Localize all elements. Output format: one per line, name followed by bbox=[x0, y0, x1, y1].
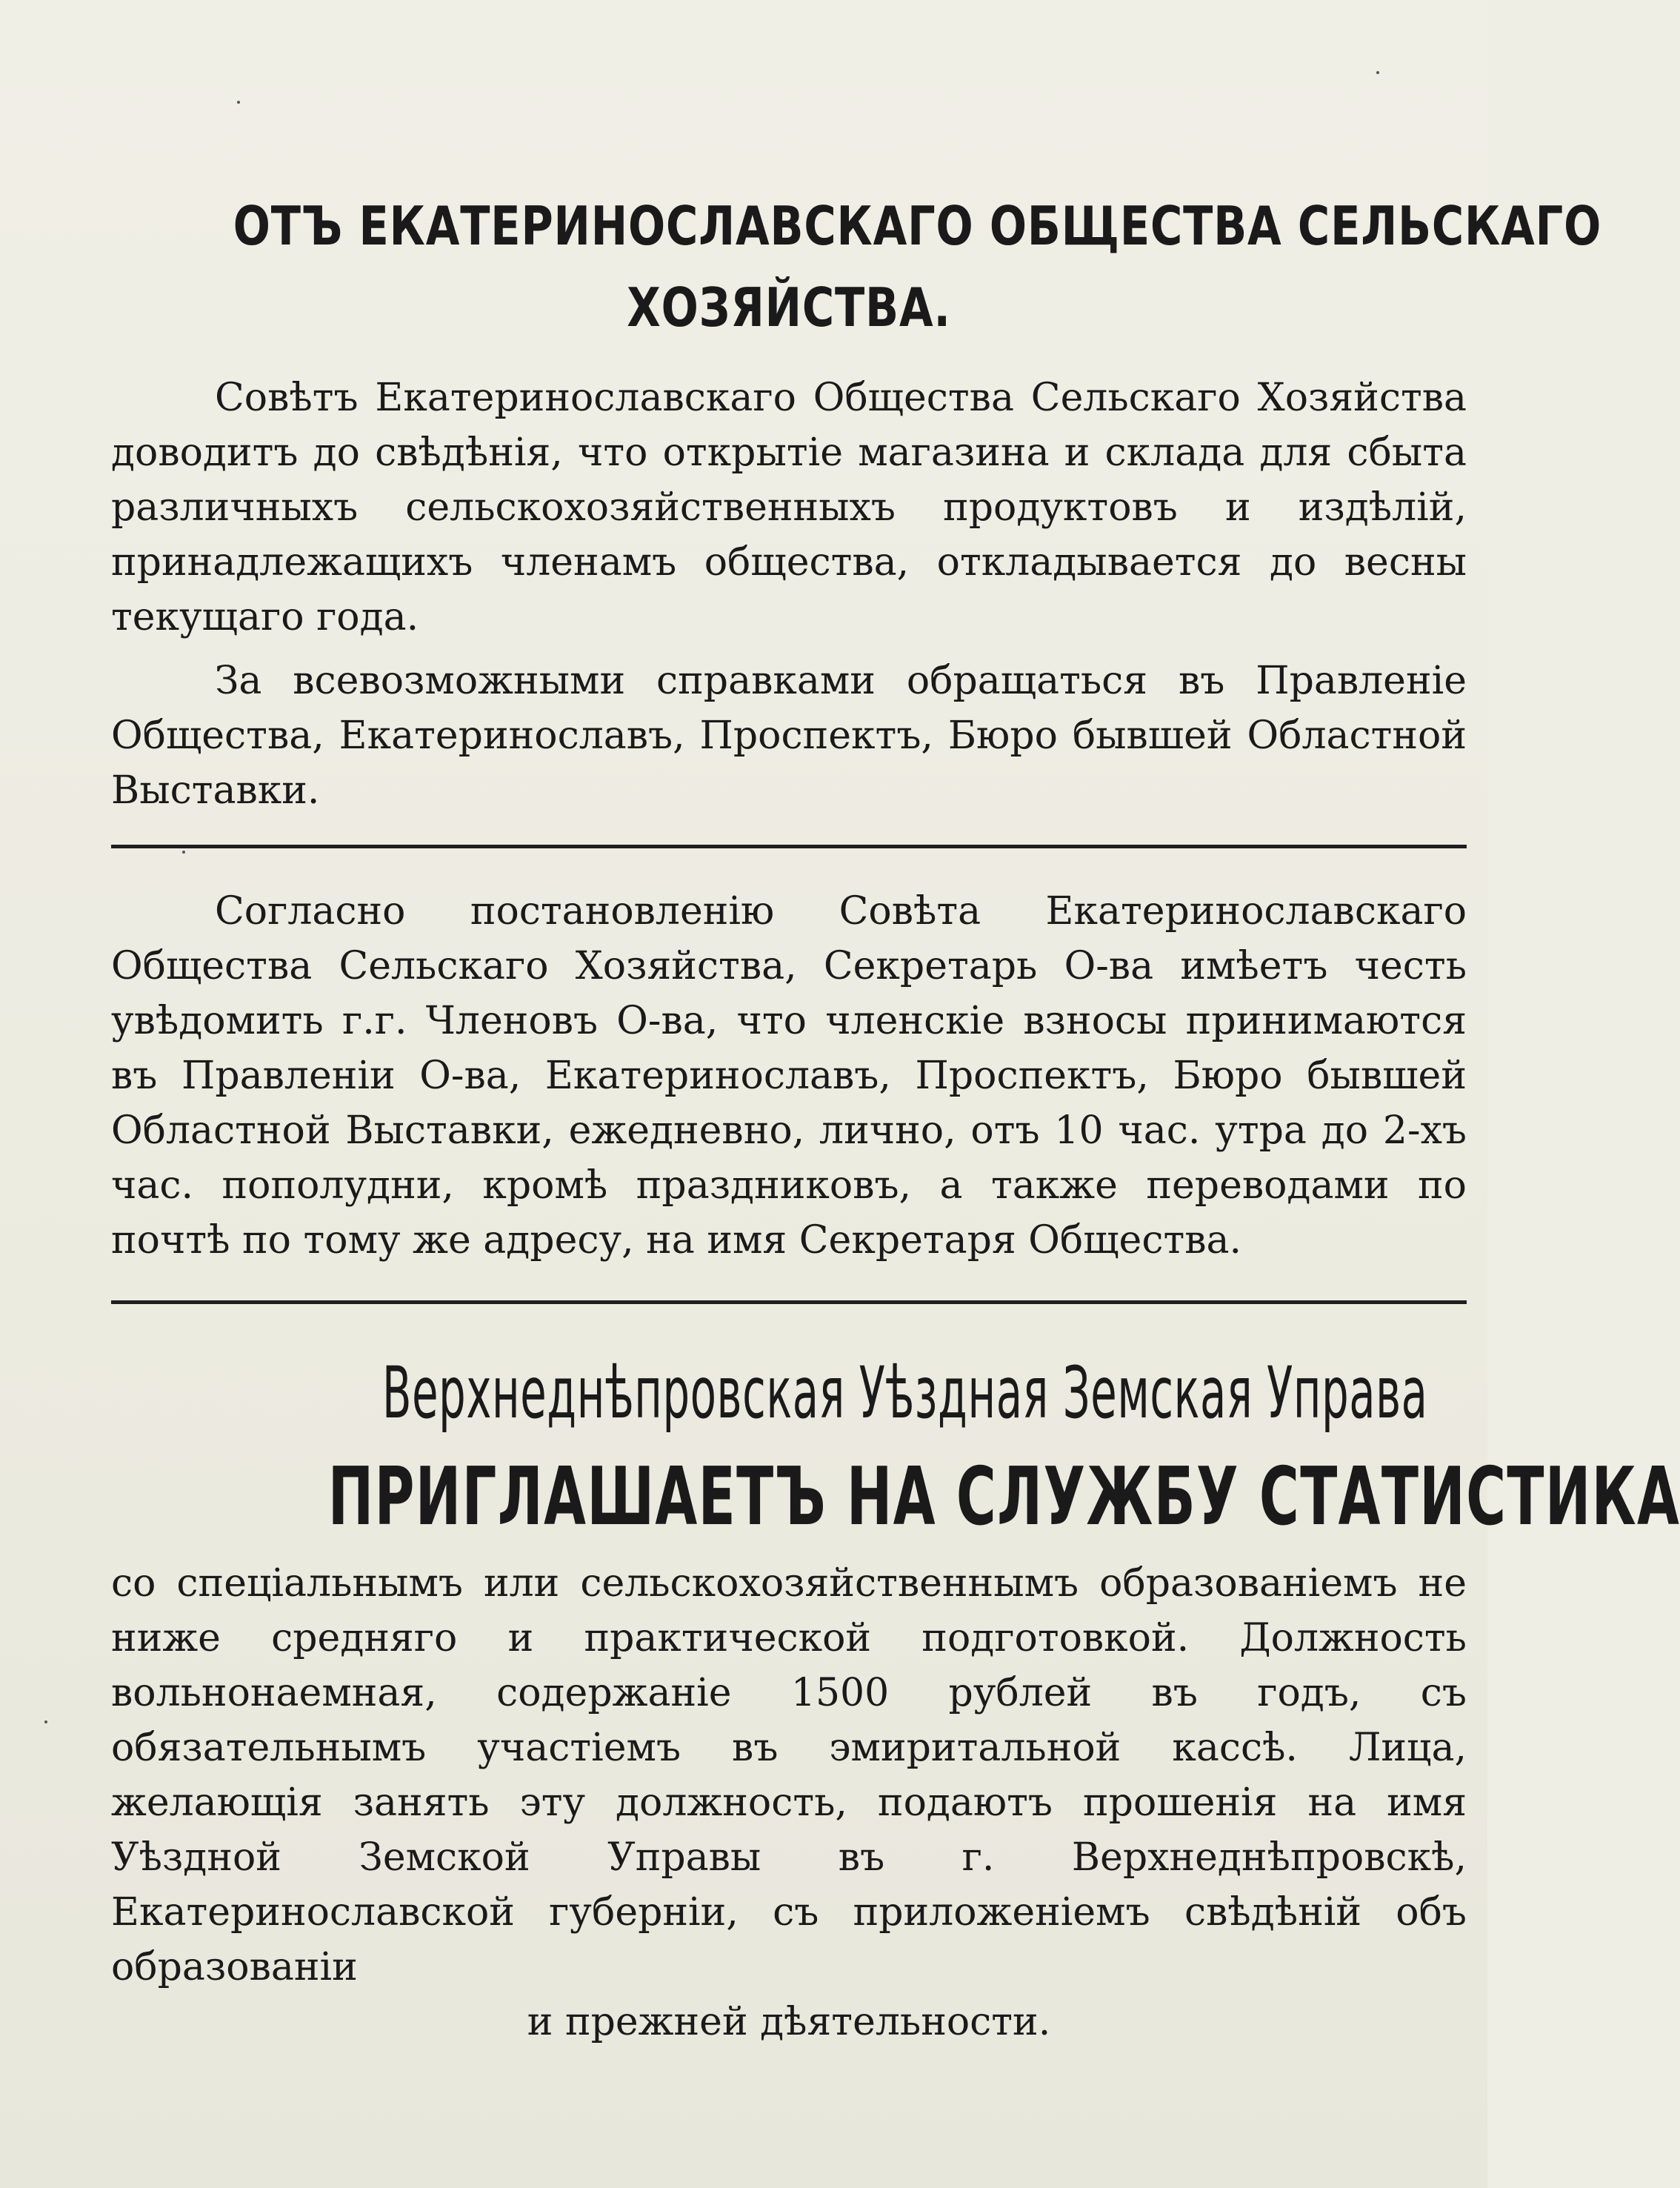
divider-1 bbox=[111, 845, 1467, 848]
section1-title-line2: ХОЗЯЙСТВА. bbox=[627, 276, 951, 339]
document-body bbox=[111, 185, 1680, 2049]
section2-paragraph: Согласно постановленію Совѣта Екатеринославскаго Общества Сельскаго Хозяйства, Секретарь О-ва имѣетъ честь увѣдомить г.г. Членовъ О-ва, что членскіе взносы принимаются въ Правленіи О-ва, Екатеринославъ, Проспектъ, Бюро бывшей Областной Выставки, ежедневно, лично, отъ 10 час. утра до 2-хъ час. пополудни, кромѣ праздниковъ, а также переводами по почтѣ по тому же адресу, на имя Секретаря Общества. bbox=[111, 889, 1467, 1263]
section3-last-line: и прежней дѣятельности. bbox=[527, 2000, 1051, 2044]
section1-paragraph1: Совѣтъ Екатеринославскаго Общества Сельскаго Хозяйства доводитъ до свѣдѣнія, что открытіе магазина и склада для сбыта различныхъ сельскохозяйственныхъ продуктовъ и издѣлій, принадлежащихъ членамъ общества, откладывается до весны текущаго года. bbox=[111, 376, 1467, 639]
print-speck bbox=[237, 101, 240, 104]
divider-2 bbox=[111, 1300, 1467, 1304]
section3-heading: Верхнеднѣпровская Уѣздная Земская Управа bbox=[382, 1351, 1428, 1434]
section1-paragraph2: За всевозможными справками обращаться въ Правленіе Общества, Екатеринославъ, Проспектъ, Бюро бывшей Областной Выставки. bbox=[111, 659, 1467, 813]
print-speck bbox=[44, 1720, 47, 1723]
print-speck bbox=[1376, 71, 1379, 74]
section3-paragraph: со спеціальнымъ или сельскохозяйственнымъ образованіемъ не ниже средняго и практической подготовкой. Должность вольнонаемная, содержаніе 1500 рублей въ годъ, съ обязательнымъ участіемъ въ эмиритальной кассѣ. Лица, желающія занять эту должность, подаютъ прошенія на имя Уѣздной Земской Управы въ г. Верхнеднѣпровскѣ, Екатеринославской губерніи, съ приложеніемъ свѣдѣній объ образованіи bbox=[111, 1561, 1467, 1989]
section3-big-heading: ПРИГЛАШАЕТЪ НА СЛУЖБУ СТАТИСТИКА bbox=[327, 1451, 1680, 1543]
section1-title-line1: ОТЪ ЕКАТЕРИНОСЛАВСКАГО ОБЩЕСТВА СЕЛЬСКАГО bbox=[233, 195, 1602, 257]
